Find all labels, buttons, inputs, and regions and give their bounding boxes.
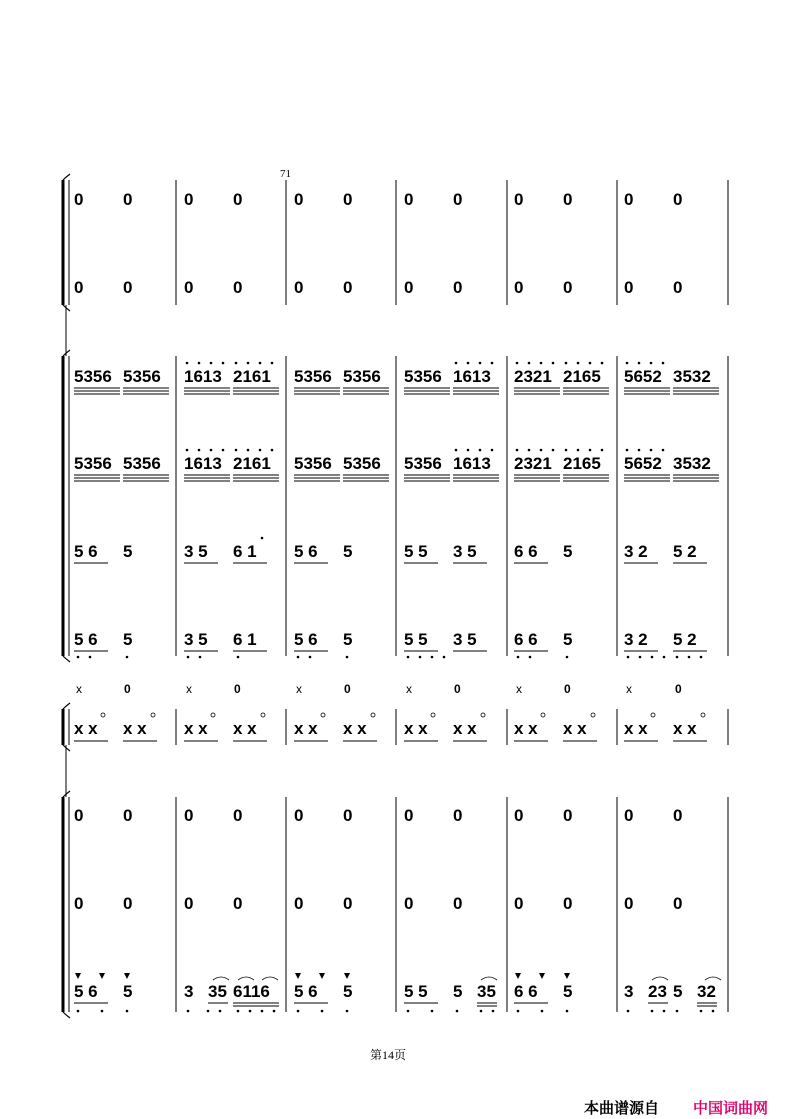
- note-group: 5 2: [673, 542, 697, 561]
- octave-dot: [480, 1010, 483, 1013]
- octave-dot: [516, 449, 519, 452]
- note-group: 2165: [563, 367, 601, 386]
- note-group: 3 5: [184, 542, 208, 561]
- note: 0: [294, 894, 304, 913]
- slur-mark: [481, 977, 497, 980]
- octave-dot: [565, 449, 568, 452]
- percussion-x-mark: x: [406, 682, 412, 696]
- note: 0: [514, 806, 524, 825]
- note-group: 2321: [514, 367, 552, 386]
- slur-mark: [262, 977, 278, 980]
- percussion-o-mark: 0: [344, 682, 351, 696]
- note-group: 5 6: [294, 630, 318, 649]
- note-group: 1613: [453, 367, 491, 386]
- octave-dot: [249, 1010, 252, 1013]
- octave-dot: [419, 656, 422, 659]
- note: 0: [123, 190, 133, 209]
- octave-dot: [676, 656, 679, 659]
- note-group: 6116: [233, 982, 270, 1001]
- note-group: 5356: [404, 454, 442, 473]
- octave-dot: [407, 656, 410, 659]
- percussion-o-mark: [211, 713, 215, 717]
- octave-dot: [443, 656, 446, 659]
- octave-dot: [700, 656, 703, 659]
- octave-dot: [601, 362, 604, 365]
- note-group: 5356: [123, 454, 161, 473]
- note: 0: [74, 190, 84, 209]
- octave-dot: [541, 1010, 544, 1013]
- note-group: 2165: [563, 454, 601, 473]
- note: 0: [343, 278, 353, 297]
- accent-mark: [99, 973, 105, 979]
- percussion-o-mark: [371, 713, 375, 717]
- octave-dot: [565, 362, 568, 365]
- octave-dot: [688, 656, 691, 659]
- note: 0: [233, 894, 243, 913]
- percussion-o-mark: [541, 713, 545, 717]
- octave-dot: [271, 449, 274, 452]
- octave-dot: [271, 362, 274, 365]
- note-group: 2161: [233, 367, 271, 386]
- note-group: 1613: [184, 454, 222, 473]
- octave-dot: [237, 1010, 240, 1013]
- percussion-x-mark: x: [516, 682, 522, 696]
- octave-dot: [479, 449, 482, 452]
- note: 0: [404, 278, 414, 297]
- octave-dot: [577, 362, 580, 365]
- octave-dot: [297, 1010, 300, 1013]
- note: 0: [563, 806, 573, 825]
- note: 0: [404, 894, 414, 913]
- accent-mark: [124, 973, 130, 979]
- percussion-o-mark: 0: [454, 682, 461, 696]
- octave-dot: [456, 1010, 459, 1013]
- octave-dot: [566, 656, 569, 659]
- note-group: 5356: [343, 454, 381, 473]
- note-group: 3 5: [453, 542, 477, 561]
- percussion-o-mark: 0: [675, 682, 682, 696]
- percussion-group: x x: [673, 719, 697, 738]
- note-group: 5356: [294, 367, 332, 386]
- octave-dot: [346, 656, 349, 659]
- note: 0: [233, 806, 243, 825]
- octave-dot: [210, 449, 213, 452]
- octave-dot: [626, 362, 629, 365]
- percussion-group: x x: [343, 719, 367, 738]
- note-group: 1613: [184, 367, 222, 386]
- octave-dot: [297, 656, 300, 659]
- note: 5: [343, 542, 353, 561]
- octave-dot: [247, 449, 250, 452]
- octave-dot: [431, 656, 434, 659]
- percussion-o-mark: [101, 713, 105, 717]
- percussion-o-mark: 0: [564, 682, 571, 696]
- percussion-o-mark: [591, 713, 595, 717]
- octave-dot: [566, 1010, 569, 1013]
- footer-site-link[interactable]: 中国词曲网: [693, 1100, 769, 1117]
- octave-dot: [540, 449, 543, 452]
- octave-dot: [651, 1010, 654, 1013]
- octave-dot: [273, 1010, 276, 1013]
- octave-dot: [529, 656, 532, 659]
- note: 0: [453, 806, 463, 825]
- note-group: 5652: [624, 454, 662, 473]
- note: 3: [184, 982, 194, 1001]
- percussion-o-mark: [151, 713, 155, 717]
- note: 0: [123, 894, 133, 913]
- octave-dot: [589, 362, 592, 365]
- octave-dot: [491, 362, 494, 365]
- note-group: 5 6: [294, 542, 318, 561]
- note: 0: [624, 278, 634, 297]
- octave-dot: [639, 656, 642, 659]
- octave-dot: [540, 362, 543, 365]
- note-group: 3 2: [624, 630, 648, 649]
- octave-dot: [626, 449, 629, 452]
- note-group: 35: [208, 982, 227, 1001]
- note: 0: [184, 894, 194, 913]
- note-group: 32: [697, 982, 716, 1001]
- note: 3: [624, 982, 634, 1001]
- octave-dot: [187, 1010, 190, 1013]
- note: 0: [453, 278, 463, 297]
- note: 0: [453, 894, 463, 913]
- octave-dot: [186, 449, 189, 452]
- slur-mark: [705, 977, 721, 980]
- percussion-group: x x: [563, 719, 587, 738]
- octave-dot: [577, 449, 580, 452]
- percussion-o-mark: [431, 713, 435, 717]
- octave-dot: [309, 656, 312, 659]
- note: 0: [184, 190, 194, 209]
- note-group: 5356: [74, 454, 112, 473]
- octave-dot: [222, 362, 225, 365]
- octave-dot: [491, 449, 494, 452]
- percussion-o-mark: [321, 713, 325, 717]
- octave-dot: [222, 449, 225, 452]
- octave-dot: [199, 656, 202, 659]
- octave-dot: [89, 656, 92, 659]
- note: 5: [123, 542, 133, 561]
- note-group: 35: [477, 982, 496, 1001]
- octave-dot: [186, 362, 189, 365]
- note: 0: [233, 190, 243, 209]
- percussion-group: x x: [294, 719, 318, 738]
- note: 0: [123, 278, 133, 297]
- note-group: 5 2: [673, 630, 697, 649]
- note: 0: [514, 278, 524, 297]
- octave-dot: [198, 362, 201, 365]
- octave-dot: [126, 656, 129, 659]
- octave-dot: [650, 449, 653, 452]
- octave-dot: [662, 362, 665, 365]
- note-group: 5356: [123, 367, 161, 386]
- octave-dot: [552, 362, 555, 365]
- octave-dot: [492, 1010, 495, 1013]
- percussion-x-mark: x: [296, 682, 302, 696]
- note: 0: [624, 894, 634, 913]
- percussion-group: x x: [74, 719, 98, 738]
- note: 0: [563, 278, 573, 297]
- accent-mark: [319, 973, 325, 979]
- slur-mark: [213, 977, 229, 980]
- note: 0: [233, 278, 243, 297]
- octave-dot: [712, 1010, 715, 1013]
- note: 5: [343, 630, 353, 649]
- percussion-group: x x: [184, 719, 208, 738]
- note-group: 5652: [624, 367, 662, 386]
- note-group: 3 2: [624, 542, 648, 561]
- note: 0: [453, 190, 463, 209]
- accent-mark: [75, 973, 81, 979]
- octave-dot: [210, 362, 213, 365]
- octave-dot: [247, 362, 250, 365]
- note-group: 23: [648, 982, 667, 1001]
- octave-dot: [237, 656, 240, 659]
- note-group: 3532: [673, 367, 711, 386]
- percussion-o-mark: 0: [124, 682, 131, 696]
- note: 5: [343, 982, 353, 1001]
- octave-dot: [235, 449, 238, 452]
- octave-dot: [589, 449, 592, 452]
- note: 0: [184, 278, 194, 297]
- octave-dot: [528, 449, 531, 452]
- note: 0: [294, 806, 304, 825]
- note-group: 6 1: [233, 542, 257, 561]
- accent-mark: [539, 973, 545, 979]
- note: 0: [74, 806, 84, 825]
- percussion-o-mark: [481, 713, 485, 717]
- octave-dot: [261, 1010, 264, 1013]
- octave-dot: [467, 362, 470, 365]
- accent-mark: [344, 973, 350, 979]
- octave-dot: [638, 449, 641, 452]
- octave-dot: [517, 656, 520, 659]
- note-group: 5 5: [404, 542, 428, 561]
- octave-dot: [321, 1010, 324, 1013]
- percussion-o-mark: [701, 713, 705, 717]
- note: 0: [404, 806, 414, 825]
- accent-mark: [515, 973, 521, 979]
- note-group: 6 1: [233, 630, 257, 649]
- octave-dot: [517, 1010, 520, 1013]
- note: 0: [514, 190, 524, 209]
- note: 5: [123, 982, 133, 1001]
- octave-dot: [455, 449, 458, 452]
- octave-dot: [663, 656, 666, 659]
- page-number: 第14页: [370, 1048, 407, 1062]
- note: 0: [673, 894, 683, 913]
- octave-dot: [663, 1010, 666, 1013]
- slur-mark: [238, 977, 254, 980]
- note-group: 5 5: [404, 630, 428, 649]
- octave-dot: [479, 362, 482, 365]
- note-group: 3532: [673, 454, 711, 473]
- octave-dot: [528, 362, 531, 365]
- octave-dot: [552, 449, 555, 452]
- percussion-group: x x: [624, 719, 648, 738]
- note: 0: [563, 894, 573, 913]
- octave-dot: [662, 449, 665, 452]
- note: 0: [343, 894, 353, 913]
- footer-source-label: 本曲谱源自: [584, 1100, 660, 1117]
- octave-dot: [101, 1010, 104, 1013]
- percussion-group: x x: [233, 719, 257, 738]
- accent-mark: [295, 973, 301, 979]
- note: 5: [123, 630, 133, 649]
- note: 5: [563, 630, 573, 649]
- note: 0: [294, 278, 304, 297]
- accent-mark: [564, 973, 570, 979]
- octave-dot: [627, 656, 630, 659]
- note: 0: [563, 190, 573, 209]
- percussion-o-mark: [261, 713, 265, 717]
- note-group: 3 5: [184, 630, 208, 649]
- octave-dot: [516, 362, 519, 365]
- note-group: 3 5: [453, 630, 477, 649]
- octave-dot: [431, 1010, 434, 1013]
- note: 0: [514, 894, 524, 913]
- octave-dot: [259, 362, 262, 365]
- note: 0: [624, 806, 634, 825]
- note-group: 5356: [404, 367, 442, 386]
- octave-dot: [187, 656, 190, 659]
- percussion-group: x x: [404, 719, 428, 738]
- octave-dot: [259, 449, 262, 452]
- note: 0: [184, 806, 194, 825]
- note: 0: [624, 190, 634, 209]
- note-group: 6 6: [514, 542, 538, 561]
- octave-dot: [198, 449, 201, 452]
- note-group: 5 6: [294, 982, 318, 1001]
- slur-mark: [652, 977, 668, 980]
- percussion-x-mark: x: [76, 682, 82, 696]
- octave-dot: [455, 362, 458, 365]
- octave-dot: [77, 1010, 80, 1013]
- percussion-o-mark: 0: [234, 682, 241, 696]
- octave-dot: [346, 1010, 349, 1013]
- bracket-hook: [63, 174, 70, 180]
- percussion-group: x x: [453, 719, 477, 738]
- octave-dot: [126, 1010, 129, 1013]
- octave-dot: [650, 362, 653, 365]
- octave-dot: [627, 1010, 630, 1013]
- bracket-hook: [63, 703, 70, 709]
- octave-dot: [77, 656, 80, 659]
- note-group: 2161: [233, 454, 271, 473]
- octave-dot: [676, 1010, 679, 1013]
- octave-dot: [467, 449, 470, 452]
- percussion-x-mark: x: [626, 682, 632, 696]
- note: 0: [404, 190, 414, 209]
- note: 0: [123, 806, 133, 825]
- note-group: 6 6: [514, 630, 538, 649]
- note: 0: [294, 190, 304, 209]
- note-group: 5356: [294, 454, 332, 473]
- octave-dot: [235, 362, 238, 365]
- note-group: 5356: [343, 367, 381, 386]
- octave-dot: [601, 449, 604, 452]
- note: 5: [673, 982, 683, 1001]
- octave-dot: [407, 1010, 410, 1013]
- note-group: 5 6: [74, 630, 98, 649]
- note: 0: [673, 806, 683, 825]
- note: 5: [453, 982, 463, 1001]
- note: 0: [343, 190, 353, 209]
- note-group: 6 6: [514, 982, 538, 1001]
- note: 0: [74, 278, 84, 297]
- note-group: 5 5: [404, 982, 428, 1001]
- note-group: 1613: [453, 454, 491, 473]
- octave-dot: [261, 537, 264, 540]
- note-group: 2321: [514, 454, 552, 473]
- note: 0: [74, 894, 84, 913]
- percussion-group: x x: [514, 719, 538, 738]
- note: 0: [673, 278, 683, 297]
- octave-dot: [219, 1010, 222, 1013]
- note: 0: [343, 806, 353, 825]
- octave-dot: [651, 656, 654, 659]
- percussion-group: x x: [123, 719, 147, 738]
- percussion-x-mark: x: [186, 682, 192, 696]
- bracket-hook: [63, 1012, 70, 1018]
- note: 5: [563, 982, 573, 1001]
- measure-number: 71: [280, 168, 291, 180]
- note: 0: [673, 190, 683, 209]
- octave-dot: [207, 1010, 210, 1013]
- octave-dot: [638, 362, 641, 365]
- bracket-hook: [63, 656, 70, 662]
- octave-dot: [700, 1010, 703, 1013]
- note: 5: [563, 542, 573, 561]
- note-group: 5 6: [74, 982, 98, 1001]
- note-group: 5 6: [74, 542, 98, 561]
- note-group: 5356: [74, 367, 112, 386]
- percussion-o-mark: [651, 713, 655, 717]
